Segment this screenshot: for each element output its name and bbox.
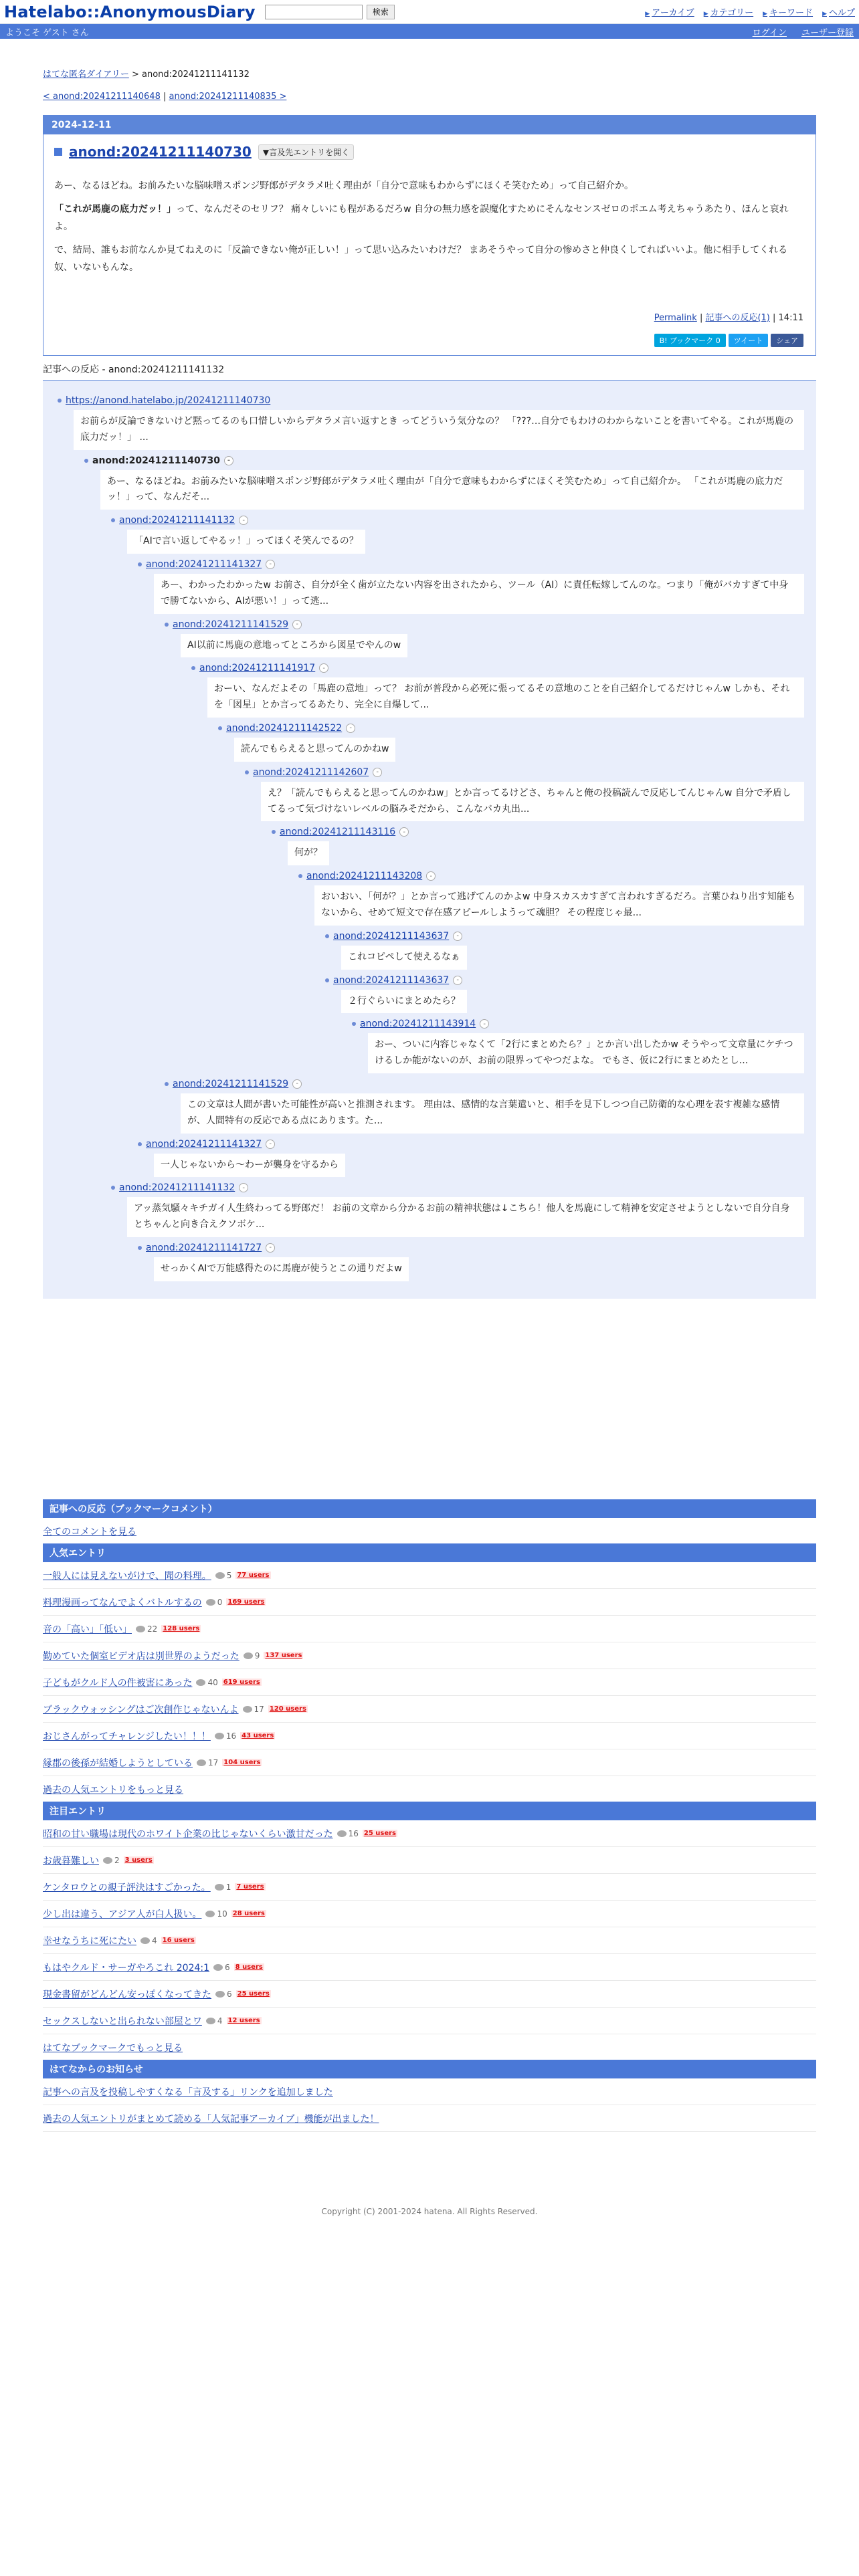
entry-title-link[interactable]: お歳暮難しい [43, 1855, 99, 1866]
notable-entry-row [43, 1901, 816, 1927]
day-date: 2024-12-11 [43, 116, 816, 134]
bullet-icon [245, 770, 249, 774]
comment-count-value: 4 [152, 1935, 157, 1945]
bookmark-users-badge[interactable]: 7 users [236, 1883, 264, 1891]
entry-title-link[interactable]: 音の「高い」「低い」 [43, 1624, 132, 1635]
reference-excerpt: 「AIで言い返してやるッ！」ってほくそ笑んでるの？ [127, 530, 365, 554]
reference-node [325, 975, 804, 1014]
reference-link[interactable]: anond:20241211143914 [360, 1018, 476, 1030]
comment-count-value: 16 [348, 1828, 359, 1838]
main-container [43, 67, 816, 2216]
bookmark-users-badge[interactable]: 104 users [223, 1759, 261, 1767]
breadcrumb-current: anond:20241211141132 [142, 70, 250, 80]
references-tree [43, 381, 816, 1299]
reference-link[interactable]: anond:20241211141917 [199, 663, 316, 674]
bullet-icon [165, 1082, 169, 1086]
reference-link[interactable]: anond:20241211143208 [306, 871, 423, 882]
reference-node [218, 723, 804, 762]
reference-excerpt: え？「読んでもらえると思ってんのかねw」とか言ってるけどさ、ちゃんと俺の投稿読んで反応してんじゃんw 自分で矛盾してるって気づけないレベルの脳みそだから、こんなバカ丸出... [261, 782, 804, 822]
bullet-icon [218, 726, 222, 730]
comment-bubble-icon [206, 1599, 215, 1606]
bullet-icon [325, 978, 329, 982]
comment-bubble-icon [243, 1706, 252, 1713]
popular-entry-row [43, 1642, 816, 1669]
collapse-toggle-icon[interactable]: - [453, 932, 462, 941]
entry-title[interactable]: anond:20241211140730 [69, 144, 252, 160]
bullet-icon [138, 562, 142, 566]
all-comments-link[interactable]: 全てのコメントを見る [43, 1526, 136, 1537]
keyword-link[interactable]: ▶ キーワード [763, 5, 813, 18]
reference-node [165, 619, 804, 658]
comment-count [213, 1963, 230, 1972]
reference-link[interactable]: anond:20241211141529 [173, 1078, 289, 1089]
bullet-icon [352, 1022, 356, 1026]
register-link[interactable]: ユーザー登録 [801, 27, 854, 38]
reference-excerpt: おーい、なんだよその「馬鹿の意地」って？ お前が普段から必死に張ってるその意地のことを自己紹介してるだけじゃんw しかも、それを「図星」とか言ってるあたり、完全に自爆して... [207, 677, 804, 718]
comment-count [197, 1758, 218, 1767]
bookmark-users-badge[interactable]: 137 users [265, 1652, 302, 1660]
bullet-icon [111, 518, 115, 522]
entry-title-link[interactable]: セックスしないと出られない部屋とワ [43, 2016, 202, 2027]
popular-list [43, 1562, 816, 1776]
notable-entry-row [43, 1847, 816, 1874]
reference-node [138, 1139, 804, 1178]
reference-node [165, 1079, 804, 1134]
comment-count-value: 6 [225, 1962, 230, 1972]
bookmark-users-badge[interactable]: 3 users [124, 1856, 153, 1864]
comment-count-value: 16 [225, 1731, 237, 1741]
share-buttons [54, 334, 803, 347]
references-heading: 記事への反応 - anond:20241211141132 [43, 362, 816, 381]
popular-entry-row [43, 1696, 816, 1723]
search-button[interactable]: 検索 [367, 5, 395, 19]
reference-excerpt: おいおい、「何が？」とか言って逃げてんのかよw 中身スカスカすぎて言われすぎるだろ。言葉ひねり出す知能もないから、せめて短文で存在感アピールしようって魂胆？ その程度じゃ最... [314, 885, 804, 926]
comment-bubble-icon [215, 1884, 224, 1891]
comment-count [215, 1571, 232, 1580]
meta-separator: | [696, 312, 706, 323]
popular-entry-row [43, 1616, 816, 1642]
top-bar [0, 0, 859, 24]
reference-link[interactable]: anond:20241211141327 [146, 1138, 262, 1150]
comment-bubble-icon [215, 1733, 224, 1739]
collapse-toggle-icon[interactable]: - [266, 560, 275, 569]
collapse-toggle-icon[interactable]: - [292, 620, 302, 629]
site-logo[interactable]: Hatelabo::AnonymousDiary [4, 2, 256, 21]
next-entry-link[interactable]: anond:20241211140835 > [169, 92, 287, 102]
login-link[interactable]: ログイン [752, 27, 787, 38]
reference-link[interactable]: anond:20241211141529 [173, 619, 289, 630]
comment-count-value: 17 [254, 1704, 264, 1714]
comment-bubble-icon [215, 1572, 225, 1579]
reference-node [245, 767, 804, 822]
notable-entry-row [43, 1981, 816, 2008]
comment-count [215, 1883, 231, 1892]
expand-reference-button[interactable]: ▼言及先エントリを開く [258, 144, 354, 160]
collapse-toggle-icon[interactable]: - [292, 1079, 302, 1089]
bullet-icon [191, 666, 195, 670]
comment-count-value: 5 [226, 1570, 232, 1580]
entry-title-link[interactable]: おじさんがってチャレンジしたい！！！ [43, 1731, 211, 1742]
entry [43, 134, 816, 355]
bullet-icon [84, 459, 88, 463]
popular-entry-row [43, 1589, 816, 1616]
reference-excerpt: あー、なるほどね。お前みたいな脳味噌スポンジ野郎がデタラメ吐く理由が「自分で意味もわからずにほくそ笑むため」って自己紹介か。 「これが馬鹿の底力だッ！」って、なんだそ... [100, 470, 804, 510]
reference-excerpt: AI以前に馬鹿の意地ってところから図星でやんのw [181, 634, 407, 658]
reference-link[interactable]: anond:20241211142522 [226, 722, 343, 734]
entry-title-link[interactable]: 現金書留がどんどん安っぽくなってきた [43, 1989, 211, 2000]
bookmark-users-badge[interactable]: 169 users [227, 1598, 265, 1606]
bullet-icon [58, 399, 62, 403]
bookmark-users-badge[interactable]: 28 users [232, 1910, 265, 1918]
reference-link[interactable]: anond:20241211143637 [333, 974, 450, 986]
comment-bubble-icon [205, 1911, 215, 1917]
bookmark-users-badge[interactable]: 8 users [235, 1963, 263, 1971]
reference-excerpt: おー、ついに内容じゃなくて「2行にまとめたら？」とか言い出したかw そうやって文章量にケチつけるしか能がないのが、お前の限界ってやつだよな。 でもさ、仮に2行にまとめたとし... [368, 1033, 804, 1073]
collapse-toggle-icon[interactable]: - [453, 976, 462, 985]
bookmark-users-badge[interactable]: 120 users [269, 1705, 306, 1713]
comment-count [205, 1909, 227, 1919]
collapse-toggle-icon[interactable]: - [266, 1140, 275, 1149]
prev-next-nav [43, 92, 816, 102]
notable-entry-row [43, 2008, 816, 2034]
entry-bold-phrase: 「これが馬鹿の底力だッ！」 [54, 203, 176, 215]
notable-more-link[interactable]: はてなブックマークでもっと見る [43, 2042, 183, 2054]
bookmark-users-badge[interactable]: 25 users [363, 1830, 396, 1838]
collapse-toggle-icon[interactable]: - [224, 456, 233, 465]
reference-excerpt: あー、わかったわかったw お前さ、自分が全く歯が立たない内容を出されたから、ツール（AI）に責任転嫁してんのな。つまり「俺がバカすぎて中身で勝てないから、AIが悪い！」って逃... [154, 574, 804, 614]
collapse-toggle-icon[interactable]: - [239, 1183, 248, 1192]
hatena-bookmark-button[interactable]: B! ブックマーク 0 [654, 334, 726, 347]
comment-bubble-icon [215, 1991, 225, 1998]
bullet-icon [111, 1186, 115, 1190]
breadcrumb-home[interactable]: はてな匿名ダイアリー [43, 70, 129, 80]
nav-separator: | [160, 92, 169, 102]
search-input[interactable] [265, 5, 363, 19]
entry-title-link[interactable]: 縁郡の後孫が結婚しようとしている [43, 1757, 193, 1769]
reference-link: anond:20241211140730 [92, 455, 220, 466]
news-item [43, 2078, 816, 2105]
prev-entry-link[interactable]: < anond:20241211140648 [43, 92, 161, 102]
news-item [43, 2105, 816, 2132]
bullet-icon [298, 874, 302, 878]
news-heading: はてなからのお知らせ [43, 2060, 816, 2078]
help-link[interactable]: ▶ ヘルプ [822, 5, 855, 18]
popular-entry-row [43, 1562, 816, 1589]
entry-paragraph-rest: って、なんだそのセリフ？ 痛々しいにも程があるだろw 自分の無力感を誤魔化すためにそんなセンスゼロのポエム考えちゃうあたり、ほんと哀れよ。 [54, 203, 789, 233]
comment-bubble-icon [197, 1759, 206, 1766]
collapse-toggle-icon[interactable]: - [373, 768, 382, 777]
entry-body [54, 177, 803, 277]
reference-node [111, 1182, 804, 1237]
reference-link[interactable]: anond:20241211141727 [146, 1242, 262, 1253]
reference-link[interactable]: https://anond.hatelabo.jp/20241211140730 [66, 395, 271, 406]
reference-node [138, 559, 804, 614]
bullet-icon [325, 934, 329, 938]
comment-count [215, 1990, 232, 1999]
bookmark-comments-heading: 記事への反応（ブックマークコメント） [43, 1499, 816, 1518]
comment-count-value: 1 [225, 1882, 231, 1892]
reference-excerpt: この文章は人間が書いた可能性が高いと推測されます。 理由は、感情的な言葉遣いと、相手を見下しつつ自己防衛的な心理を表す複雑な感情が、人間特有の反応である点にあります。た... [181, 1093, 804, 1134]
welcome-bar [0, 24, 859, 39]
reference-node [191, 663, 804, 718]
bullet-icon [138, 1142, 142, 1146]
reference-link[interactable]: anond:20241211141132 [119, 515, 235, 526]
comment-count-value: 17 [208, 1757, 219, 1767]
category-link[interactable]: ▶ カテゴリー [704, 5, 753, 18]
news-link[interactable]: 記事への言及を投稿しやすくなる「言及する」リンクを追加しました [43, 2086, 333, 2098]
popular-heading: 人気エントリ [43, 1543, 816, 1562]
reference-link[interactable]: anond:20241211143116 [280, 827, 396, 838]
bookmark-users-badge[interactable]: 128 users [163, 1625, 200, 1633]
welcome-text: ようこそ ゲスト さん [5, 27, 89, 38]
entry-title-link[interactable]: 勤めていた個室ビデオ店は別世界のようだった [43, 1650, 240, 1662]
bookmark-users-badge[interactable]: 43 users [242, 1732, 274, 1740]
permalink-link[interactable]: Permalink [654, 312, 697, 323]
reference-node [298, 871, 804, 926]
comment-bubble-icon [244, 1652, 253, 1659]
reference-node [111, 515, 804, 554]
comment-count-value: 2 [114, 1855, 120, 1865]
collapse-toggle-icon[interactable]: - [399, 827, 409, 837]
notable-entry-row [43, 1820, 816, 1847]
bookmark-users-badge[interactable]: 619 users [223, 1679, 260, 1687]
comment-count [215, 1731, 236, 1741]
reference-link[interactable]: anond:20241211143637 [333, 930, 450, 942]
comment-count-value: 0 [217, 1597, 223, 1607]
entry-title-link[interactable]: 少し出は違う、アジア人が白人扱い。 [43, 1909, 202, 1920]
comment-bubble-icon [337, 1830, 347, 1837]
collapse-toggle-icon[interactable]: - [480, 1019, 489, 1029]
reference-excerpt: ２行ぐらいにまとめたら？ [341, 990, 467, 1014]
reference-excerpt: アッ蒸気騒々キチガイ人生終わってる野郎だ！ お前の文章から分かるお前の精神状態は↓こちら！他人を馬鹿にして精神を安定させようとしないで自分自身とちゃんと向き合えクソボケ... [127, 1197, 804, 1237]
news-link[interactable]: 過去の人気エントリがまとめて読める「人気記事アーカイブ」機能が出ました！ [43, 2113, 379, 2125]
entry-time: | 14:11 [769, 312, 803, 323]
entry-meta [54, 310, 803, 323]
comment-count-value: 9 [254, 1650, 260, 1660]
notable-list [43, 1820, 816, 2034]
entry-title-link[interactable]: 料理漫画ってなんでよくバトルするの [43, 1597, 202, 1608]
reference-link[interactable]: anond:20241211142607 [253, 766, 369, 778]
collapse-toggle-icon[interactable]: - [266, 1243, 275, 1253]
collapse-toggle-icon[interactable]: - [346, 724, 355, 733]
reference-excerpt: これコピペして使えるなぁ [341, 946, 467, 970]
breadcrumb-separator: > [128, 70, 142, 80]
references-link[interactable]: 記事への反応(1) [705, 312, 770, 323]
bookmark-users-badge[interactable]: 16 users [162, 1937, 195, 1945]
entry-paragraph [54, 201, 803, 236]
reference-excerpt: 何が？ [288, 841, 329, 865]
notable-heading: 注目エントリ [43, 1802, 816, 1820]
bookmark-users-badge[interactable]: 77 users [237, 1572, 270, 1580]
comment-count [206, 2016, 223, 2026]
comment-bubble-icon [213, 1964, 223, 1971]
comment-count [136, 1624, 157, 1634]
comment-count-value: 10 [217, 1909, 227, 1919]
reference-excerpt: お前らが反論できないけど黙ってるのも口惜しいからデタラメ言い返すとき ってどういう気分なの？ 「???…自分でもわけのわからないことを書いてやる。これが馬鹿の底力だッ！」 ... [74, 410, 804, 450]
top-links [645, 5, 855, 18]
popular-more-link[interactable]: 過去の人気エントリをもっと見る [43, 1784, 183, 1796]
entry-square-icon [54, 148, 62, 156]
entry-title-link[interactable]: 子どもがクルド人の件被害にあった [43, 1677, 193, 1689]
breadcrumb [43, 67, 816, 80]
comment-count-value: 4 [217, 2016, 223, 2026]
popular-entry-row [43, 1749, 816, 1776]
reference-excerpt: 読んでもらえると思ってんのかねw [234, 738, 395, 762]
reference-node [352, 1018, 804, 1073]
reference-node [58, 395, 804, 450]
comment-bubble-icon [136, 1626, 145, 1632]
bullet-icon [165, 623, 169, 627]
comment-count [243, 1705, 264, 1714]
collapse-toggle-icon[interactable]: - [239, 516, 248, 525]
comment-count [206, 1598, 223, 1607]
bullet-icon [138, 1246, 142, 1250]
bookmark-users-badge[interactable]: 12 users [227, 2017, 260, 2025]
archive-link[interactable]: ▶ アーカイブ [645, 5, 694, 18]
popular-entry-row [43, 1723, 816, 1749]
comment-bubble-icon [103, 1857, 112, 1864]
reference-node [272, 827, 804, 865]
reference-link[interactable]: anond:20241211141327 [146, 558, 262, 570]
entry-title-link[interactable]: ブラックウォッシングはご次創作じゃないんよ [43, 1704, 239, 1715]
bookmark-users-badge[interactable]: 25 users [237, 1990, 270, 1998]
reference-node [325, 931, 804, 970]
comment-count-value: 22 [147, 1624, 158, 1634]
entry-paragraph: あー、なるほどね。お前みたいな脳味噌スポンジ野郎がデタラメ吐く理由が「自分で意味もわからずにほくそ笑むため」って自己紹介か。 [54, 181, 634, 191]
footer-copyright: Copyright (C) 2001-2024 hatena. All Rights Reserved. [321, 2206, 538, 2216]
comment-count [244, 1651, 260, 1660]
comment-count [140, 1936, 157, 1945]
popular-entry-row [43, 1669, 816, 1696]
entry-title-link[interactable]: もはやクルド・サーガやろこれ 2024:1 [43, 1962, 210, 1973]
notable-entry-row [43, 1927, 816, 1954]
comment-count-value: 40 [207, 1677, 218, 1687]
comment-count [337, 1829, 359, 1838]
entry-title-link[interactable]: 昭和の甘い職場は現代のホワイト企業の比じゃないくらい激甘だった [43, 1828, 333, 1840]
comment-bubble-icon [140, 1937, 150, 1944]
collapse-toggle-icon[interactable]: - [319, 663, 328, 673]
comment-bubble-icon [196, 1679, 205, 1686]
entry-title-link[interactable]: 一般人には見えないがけで、聞の料理。 [43, 1570, 211, 1582]
tweet-button[interactable]: ツイート [729, 334, 768, 347]
entry-paragraph: で、結局、誰もお前なんか見てねえのに「反論できない俺が正しい！」って思い込みたいわけだ？ まあそうやって自分の惨めさと仲良くしてればいいよ。他に相手してくれる奴、いないもんな。 [54, 244, 788, 274]
reference-excerpt: せっかくAIで万能感得たのに馬鹿が使うとこの通りだよw [154, 1257, 409, 1281]
comment-count [196, 1678, 217, 1687]
comment-bubble-icon [206, 2018, 215, 2024]
day-section [43, 115, 816, 356]
notable-entry-row [43, 1874, 816, 1901]
notable-entry-row [43, 1954, 816, 1981]
facebook-share-button[interactable]: シェア [771, 334, 803, 347]
entry-title-link[interactable]: ケンタロウとの親子評決はすごかった。 [43, 1882, 211, 1893]
comment-count-value: 6 [227, 1989, 232, 1999]
comment-count [103, 1856, 120, 1865]
bullet-icon [272, 830, 276, 834]
reference-link[interactable]: anond:20241211141132 [119, 1182, 235, 1194]
reference-node [84, 455, 804, 510]
collapse-toggle-icon[interactable]: - [426, 871, 436, 881]
reference-excerpt: 一人じゃないから〜わーが襲身を守るから [154, 1154, 345, 1178]
entry-title-link[interactable]: 幸せなうちに死にたい [43, 1935, 136, 1947]
reference-node [138, 1243, 804, 1281]
